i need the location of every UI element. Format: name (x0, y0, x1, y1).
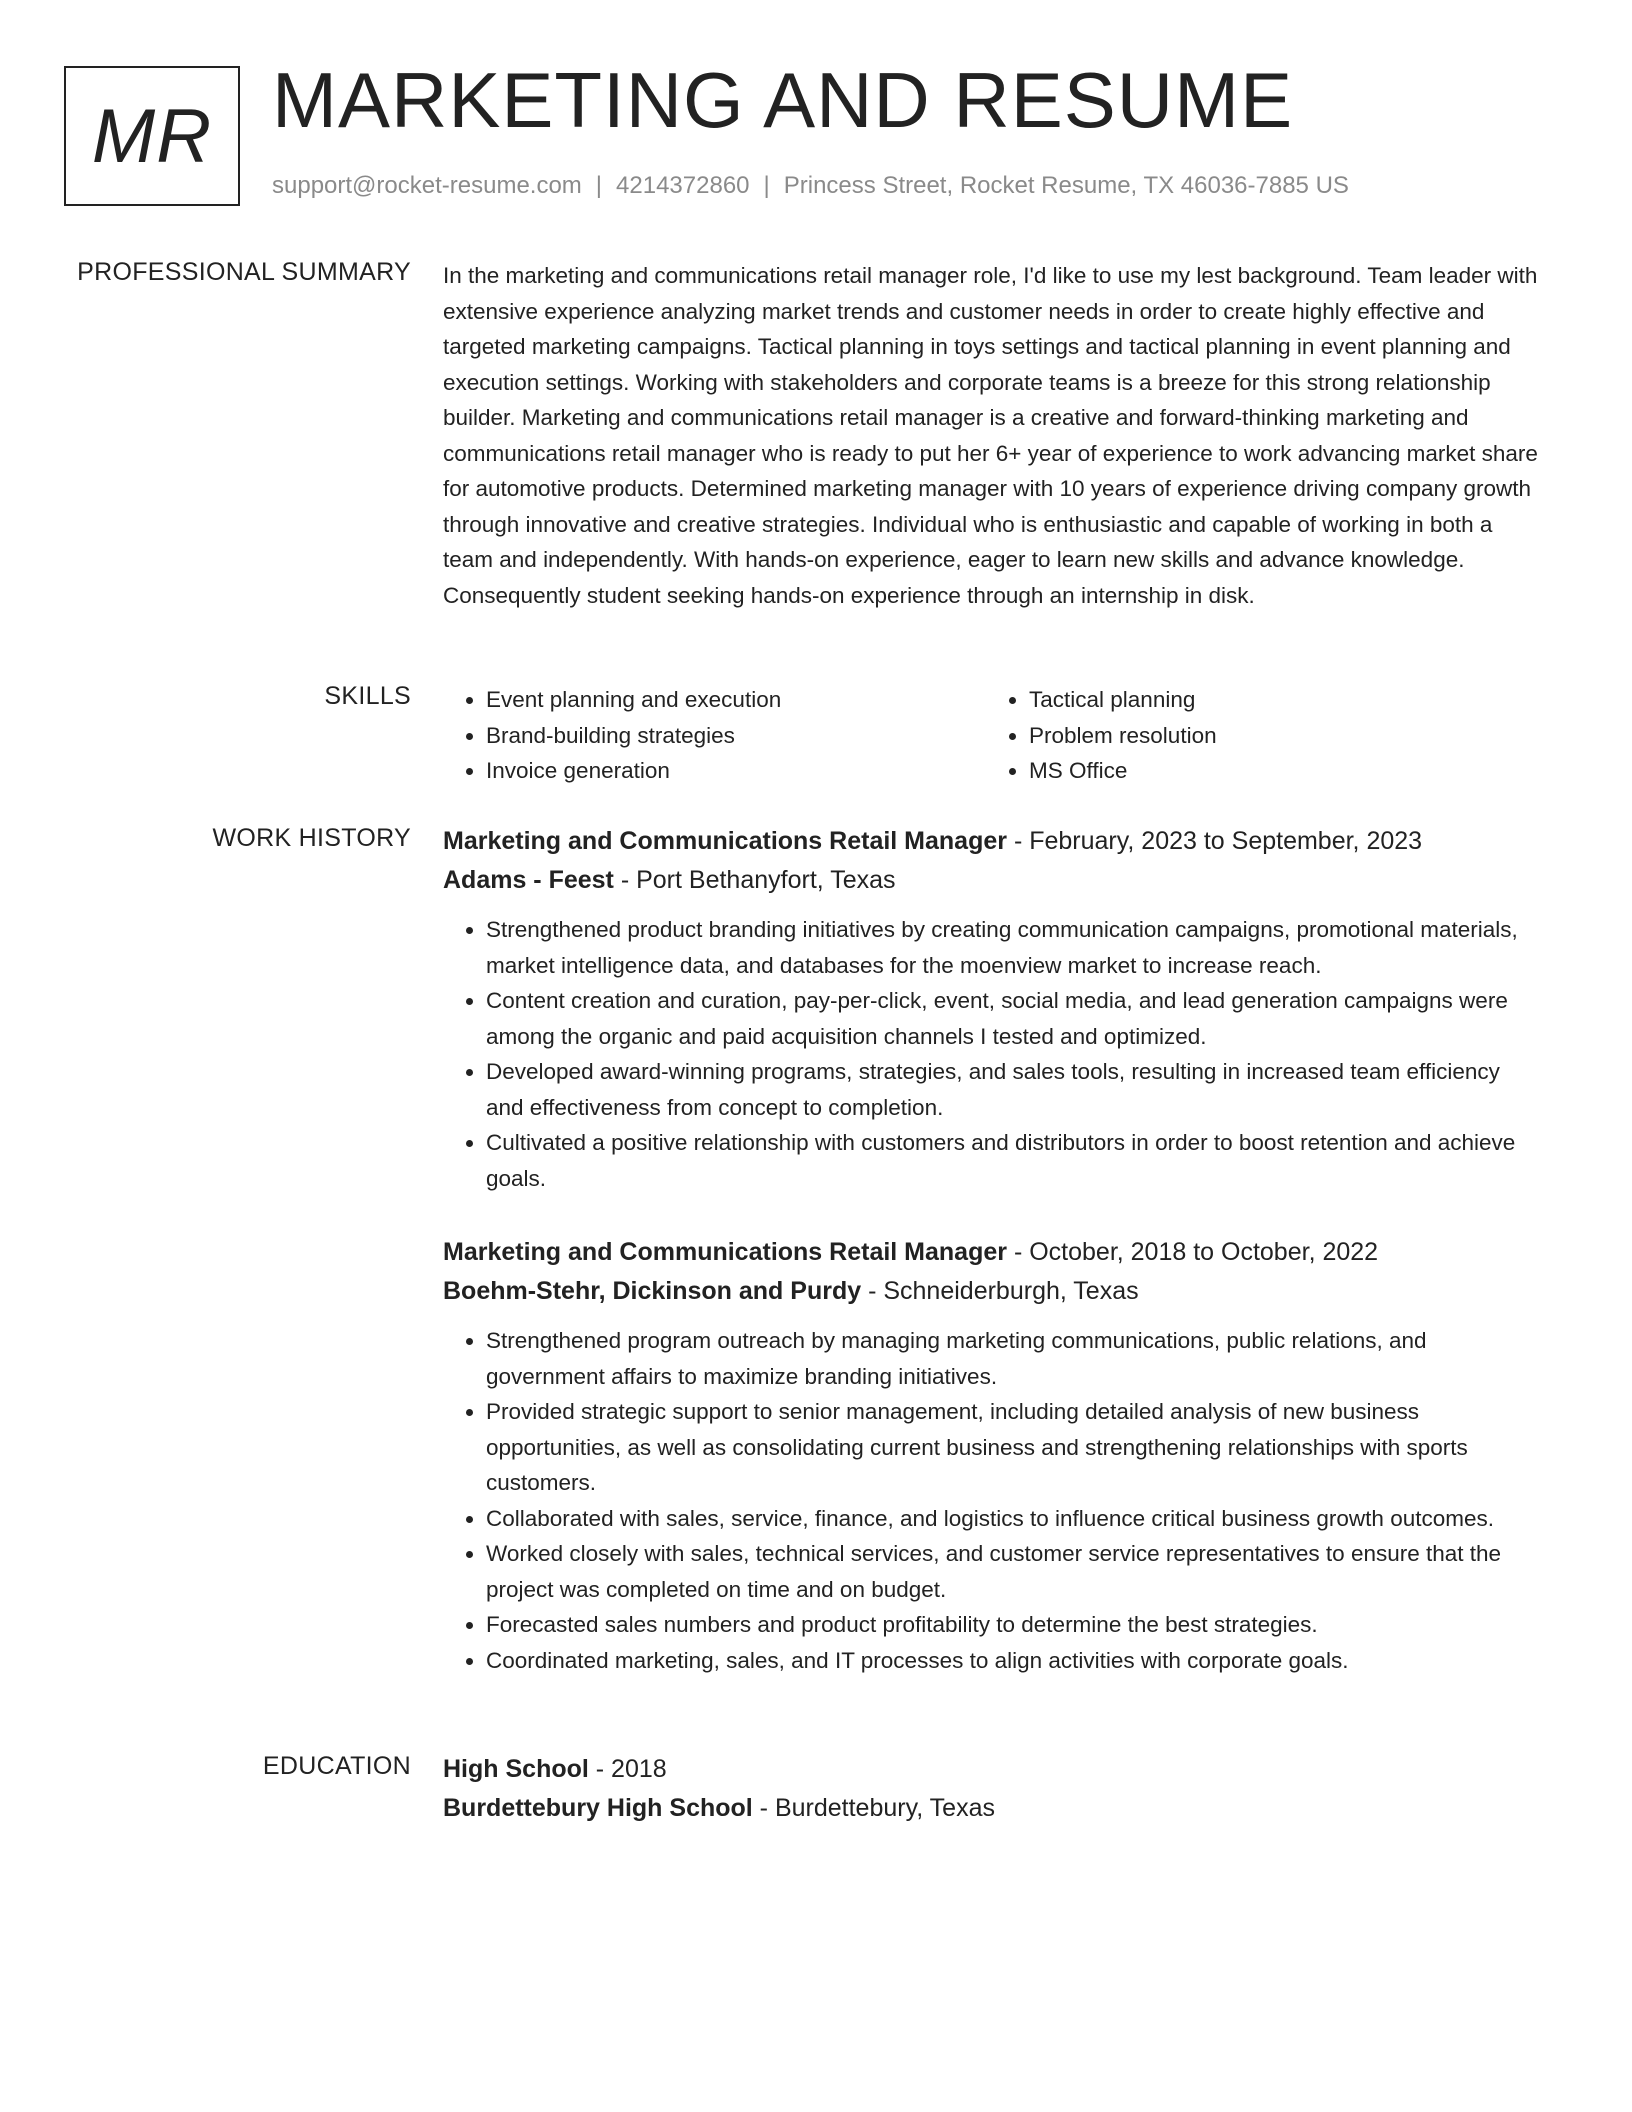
contact-separator: | (595, 172, 603, 199)
education-body (443, 1750, 1543, 1828)
work-history-body (443, 822, 1543, 1673)
job-entry (443, 1233, 1543, 1678)
job-company-line (443, 861, 1543, 900)
work-history-heading: WORK HISTORY (212, 824, 411, 852)
education-location: - Burdettebury, Texas (752, 1794, 995, 1822)
job-bullet: • Content creation and curation, pay-per-click, event, social media, and lead generation campaigns were among the organic and paid acquisition channels I tested and optimized. (486, 983, 1543, 1054)
skill-item: • Event planning and execution (486, 682, 986, 718)
job-title-line (443, 1233, 1543, 1272)
job-bullets (443, 912, 1543, 1196)
contact-phone: 4214372860 (616, 172, 750, 199)
education-degree-line (443, 1750, 1543, 1789)
skill-item: • Brand-building strategies (486, 718, 986, 754)
job-bullets (443, 1323, 1543, 1678)
summary-text: In the marketing and communications retail manager role, I'd like to use my lest background. Team leader with extensive experience analyzing market trends and customer needs in order to create highly effective and targeted marketing campaigns. Tactical planning in toys settings and tactical planning in event planning and execution settings. Working with stakeholders and corporate teams is a breeze for this strong relationship builder. Marketing and communications retail manager is a creative and forward-thinking marketing and communications retail manager who is ready to put her 6+ year of experience to work advancing market share for automotive products. Determined marketing manager with 10 years of experience driving company growth through innovative and creative strategies. Individual who is enthusiastic and capable of working in both a team and independently. With hands-on experience, eager to learn new skills and advance knowledge. Consequently student seeking hands-on experience through an internship in disk. (443, 263, 1538, 608)
job-company-line (443, 1272, 1543, 1311)
skills-list-right (986, 682, 1529, 789)
candidate-name: MARKETING AND RESUME (272, 56, 1294, 144)
skills-heading: SKILLS (324, 682, 411, 710)
job-location: - Port Bethanyfort, Texas (613, 866, 896, 894)
skill-item: • Problem resolution (1029, 718, 1529, 754)
monogram-box (64, 66, 240, 206)
job-bullet: • Forecasted sales numbers and product profitability to determine the best strategies. (486, 1607, 1543, 1643)
job-dates: - October, 2018 to October, 2022 (1007, 1238, 1379, 1266)
job-title: Marketing and Communications Retail Manager (443, 1238, 1007, 1266)
job-bullet: • Worked closely with sales, technical services, and customer service representatives to ensure that the project was completed on time and on budget. (486, 1536, 1543, 1607)
contact-line (272, 172, 1349, 200)
job-bullet: • Cultivated a positive relationship with customers and distributors in order to boost retention and achieve goals. (486, 1125, 1543, 1196)
education-year: - 2018 (588, 1755, 667, 1783)
education-degree: High School (443, 1755, 589, 1783)
job-bullet: • Collaborated with sales, service, finance, and logistics to influence critical business growth outcomes. (486, 1501, 1543, 1537)
job-dates: - February, 2023 to September, 2023 (1007, 827, 1423, 855)
job-bullet: • Developed award-winning programs, strategies, and sales tools, resulting in increased team efficiency and effectiveness from concept to completion. (486, 1054, 1543, 1125)
monogram-initials: MR (91, 93, 213, 179)
contact-separator: | (763, 172, 770, 199)
job-bullet: • Strengthened program outreach by managing marketing communications, public relations, and government affairs to maximize branding initiatives. (486, 1323, 1543, 1394)
job-company: Adams - Feest (443, 866, 614, 894)
skills-body (443, 682, 1543, 789)
job-bullet: • Provided strategic support to senior management, including detailed analysis of new business opportunities, as well as consolidating current business and strengthening relationships with sports customers. (486, 1394, 1543, 1501)
skill-item: • MS Office (1029, 753, 1529, 789)
skill-item: • Invoice generation (486, 753, 986, 789)
job-location: - Schneiderburgh, Texas (861, 1277, 1139, 1305)
summary-body (443, 258, 1543, 613)
job-company: Boehm-Stehr, Dickinson and Purdy (443, 1277, 862, 1305)
education-school: Burdettebury High School (443, 1794, 753, 1822)
skill-item: • Tactical planning (1029, 682, 1529, 718)
education-school-line (443, 1789, 1543, 1828)
education-heading: EDUCATION (262, 1752, 411, 1780)
skills-list-left (443, 682, 986, 789)
job-bullet: • Strengthened product branding initiatives by creating communication campaigns, promotional materials, market intelligence data, and databases for the moenview market to increase reach. (486, 912, 1543, 983)
contact-address: Princess Street, Rocket Resume, TX 46036-7885 US (783, 172, 1349, 199)
contact-email: support@rocket-resume.com (272, 172, 582, 199)
job-bullet: • Coordinated marketing, sales, and IT processes to align activities with corporate goals. (486, 1643, 1543, 1679)
summary-heading: PROFESSIONAL SUMMARY (77, 258, 411, 286)
job-title: Marketing and Communications Retail Manager (443, 827, 1007, 855)
job-entry (443, 822, 1543, 1196)
job-title-line (443, 822, 1543, 861)
